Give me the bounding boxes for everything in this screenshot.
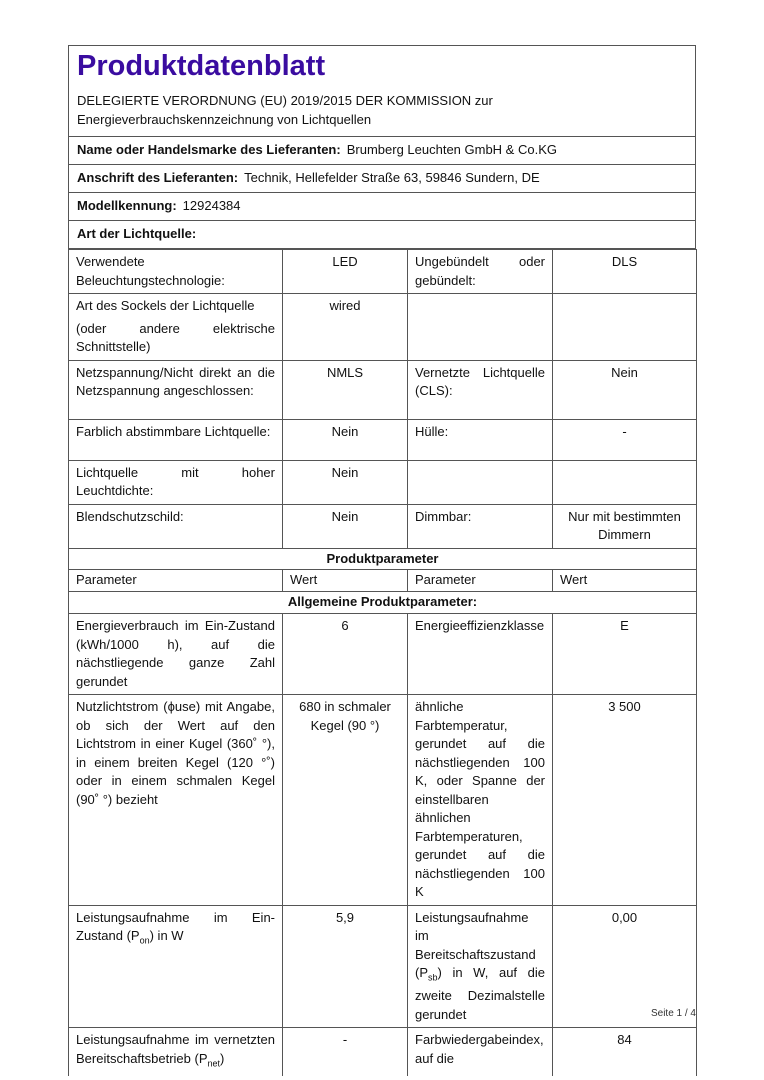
column-header: Wert xyxy=(553,570,697,592)
section-title: Allgemeine Produktparameter: xyxy=(69,592,697,614)
param-label xyxy=(69,294,283,361)
label-subscript: on xyxy=(139,935,150,946)
param-label: Hülle: xyxy=(408,419,553,460)
regulation-line-2: Energieverbrauchskennzeichnung von Lichtquellen xyxy=(77,112,372,127)
label-text: Leistungsaufnahme im Bereitschaftszustand (P xyxy=(415,909,536,980)
label-text: ) xyxy=(220,1050,225,1066)
param-value: Nur mit bestimmten Dimmern xyxy=(553,504,697,548)
regulation-line-1: DELEGIERTE VERORDNUNG (EU) 2019/2015 DER KOMMISSION zur xyxy=(77,93,493,108)
model-label: Modellkennung: xyxy=(77,198,177,213)
param-label xyxy=(69,1028,283,1076)
param-value: LED xyxy=(283,250,408,294)
param-value: 6 xyxy=(283,614,408,695)
param-value: NMLS xyxy=(283,360,408,419)
label-text: ) in W, auf die zweite Dezimalstelle gerundet xyxy=(415,965,545,1022)
param-value: Nein xyxy=(283,460,408,504)
param-value: - xyxy=(553,419,697,460)
supplier-address-row xyxy=(68,165,696,193)
table-row xyxy=(69,419,697,460)
label-text: ) in W xyxy=(149,928,184,943)
column-header: Parameter xyxy=(408,570,553,592)
supplier-name-value: Brumberg Leuchten GmbH & Co.KG xyxy=(346,142,557,157)
section-header-row xyxy=(69,548,697,570)
table-row xyxy=(69,504,697,548)
param-label: Ungebündelt oder gebündelt: xyxy=(408,250,553,294)
page-number: Seite 1 / 4 xyxy=(650,1008,696,1019)
table-row xyxy=(69,614,697,695)
param-value xyxy=(553,294,697,361)
param-label: Verwendete Beleuchtungstechnologie: xyxy=(69,250,283,294)
param-label: Lichtquelle mit hoher Leuchtdichte: xyxy=(69,460,283,504)
param-value: Nein xyxy=(553,360,697,419)
supplier-name-label: Name oder Handelsmarke des Lieferanten: xyxy=(77,142,341,157)
table-row xyxy=(69,695,697,906)
model-row xyxy=(68,193,696,221)
param-label: Dimmbar: xyxy=(408,504,553,548)
section-header-row xyxy=(69,592,697,614)
param-value: DLS xyxy=(553,250,697,294)
label-subscript: net xyxy=(207,1058,221,1069)
param-value: Nein xyxy=(283,419,408,460)
light-source-type-label: Art der Lichtquelle: xyxy=(77,226,197,241)
table-row xyxy=(69,250,697,294)
param-label: Vernetzte Lichtquelle (CLS): xyxy=(408,360,553,419)
param-label xyxy=(69,905,283,1028)
param-label: Netzspannung/Nicht direkt an die Netzspannung angeschlossen: xyxy=(69,360,283,419)
section-title: Produktparameter xyxy=(69,548,697,570)
param-value: 0,00 xyxy=(553,905,697,1028)
param-label: Blendschutzschild: xyxy=(69,504,283,548)
param-label: Energieverbrauch im Ein-Zustand (kWh/1000 h), auf die nächstliegende ganze Zahl gerundet xyxy=(69,614,283,695)
table-row xyxy=(69,1028,697,1076)
label-subscript: sb xyxy=(428,972,438,983)
supplier-address-value: Technik, Hellefelder Straße 63, 59846 Sundern, DE xyxy=(244,170,540,185)
table-row xyxy=(69,294,697,361)
param-label xyxy=(408,460,553,504)
label-text: Leistungsaufnahme im Ein-Zustand (P xyxy=(76,909,275,943)
param-value: E xyxy=(553,614,697,695)
model-value: 12924384 xyxy=(182,198,241,213)
param-label: Farbwiedergabeindex, auf die xyxy=(408,1028,553,1076)
parameter-table xyxy=(68,249,697,1076)
table-row xyxy=(69,905,697,1028)
table-row xyxy=(69,360,697,419)
param-value: 3 500 xyxy=(553,695,697,906)
page-title: Produktdatenblatt xyxy=(77,50,326,82)
param-value: Nein xyxy=(283,504,408,548)
supplier-address-label: Anschrift des Lieferanten: xyxy=(77,170,239,185)
column-header: Parameter xyxy=(69,570,283,592)
param-label xyxy=(408,294,553,361)
table-row xyxy=(69,460,697,504)
param-value: 5,9 xyxy=(283,905,408,1028)
param-label-line: Art des Sockels der Lichtquelle xyxy=(76,298,255,313)
column-header-row xyxy=(69,570,697,592)
param-label: ähnliche Farbtemperatur, gerundet auf die nächstliegenden 100 K, oder Spanne der einstellbaren ähnlichen Farbtemperaturen, gerundet auf die nächstliegenden 100 K xyxy=(408,695,553,906)
param-value: 680 in schmaler Kegel (90 °) xyxy=(283,695,408,906)
param-label-line: (oder andere elektrische Schnittstelle) xyxy=(76,320,275,354)
param-label: Farblich abstimmbare Lichtquelle: xyxy=(69,419,283,460)
param-value: 84 xyxy=(553,1028,697,1076)
param-value: - xyxy=(283,1028,408,1076)
label-text: Leistungsaufnahme im vernetzten Bereitschaftsbetrieb (P xyxy=(76,1032,275,1066)
param-value xyxy=(553,460,697,504)
supplier-name-row xyxy=(68,137,696,165)
param-label: Energieeffizienzklasse xyxy=(408,614,553,695)
light-source-type-row xyxy=(68,221,696,249)
datasheet xyxy=(68,45,696,1076)
header-block xyxy=(68,45,696,137)
column-header: Wert xyxy=(283,570,408,592)
param-label xyxy=(408,905,553,1028)
param-label: Nutzlichtstrom (ϕuse) mit Angabe, ob sich der Wert auf den Lichtstrom in einer Kugel (360˚ °), in einem breiten Kegel (120 °˚) oder in einem schmalen Kegel (90˚ °) bezieht xyxy=(69,695,283,906)
param-value: wired xyxy=(283,294,408,361)
